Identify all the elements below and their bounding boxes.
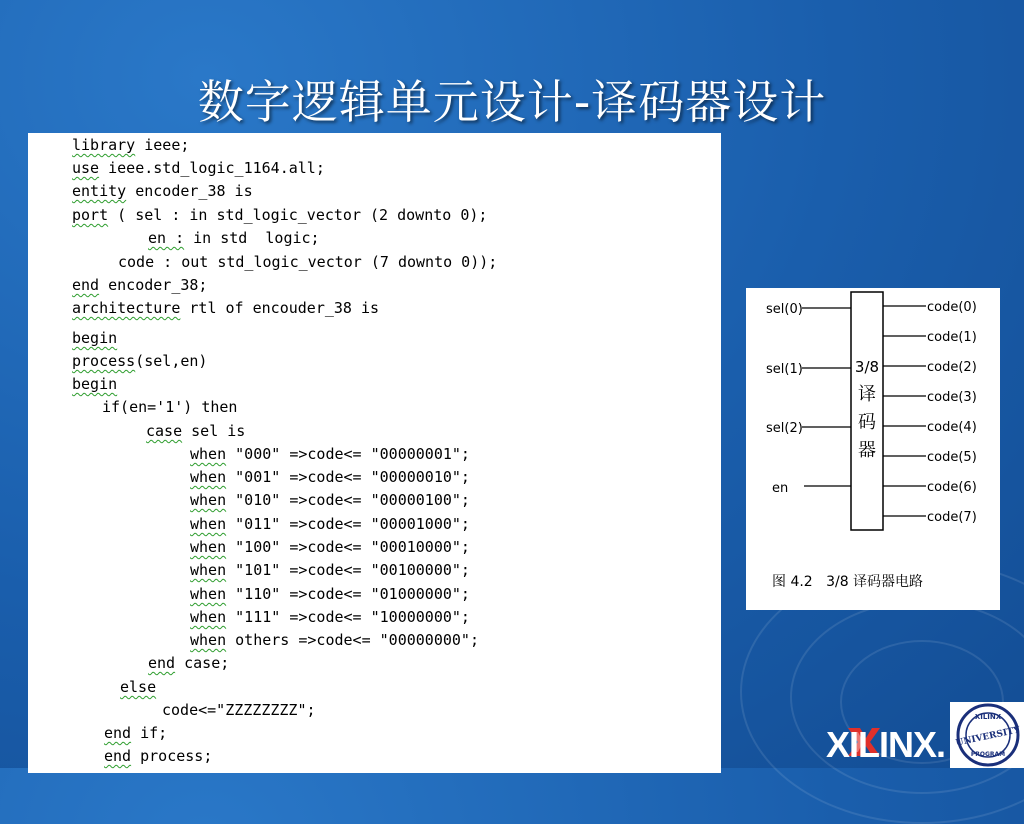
university-seal-icon [950,702,1024,768]
vhdl-code-panel [28,133,721,773]
code-line: when "000" =>code<= "00000001"; [190,445,470,463]
code-line: begin [72,329,118,347]
code-line: when "010" =>code<= "00000100"; [190,491,470,509]
code-line: en : in std logic; [148,229,320,247]
output-label: code(7) [927,510,977,525]
block-label-ratio: 3/8 [854,358,880,376]
decoder-diagram [746,288,1000,610]
code-line: end encoder_38; [72,276,208,294]
code-line: use ieee.std_logic_1164.all; [72,159,325,177]
slide-title: 数字逻辑单元设计-译码器设计 [197,75,827,129]
code-line: port ( sel : in std_logic_vector (2 downto 0); [72,206,488,224]
code-line: process(sel,en) [72,352,208,370]
block-label-char: 器 [858,440,876,461]
block-label-char: 码 [858,412,876,433]
code-line: entity encoder_38 is [72,182,253,200]
code-line: code : out std_logic_vector (7 downto 0)); [118,253,498,271]
code-line: begin [72,375,118,393]
code-line: when "001" =>code<= "00000010"; [190,468,470,486]
output-label: code(3) [927,390,977,405]
code-line: when "101" =>code<= "00100000"; [190,561,470,579]
code-line: when others =>code<= "00000000"; [190,631,479,649]
university-program-badge [950,702,1024,768]
input-label: sel(0) [766,302,803,317]
code-line: else [120,678,157,696]
output-label: code(4) [927,420,977,435]
code-line: architecture rtl of encouder_38 is [72,299,380,317]
code-line: when "100" =>code<= "00010000"; [190,538,470,556]
xilinx-brand-text: XILINX. [826,724,946,765]
code-line: case sel is [146,422,246,440]
output-label: code(6) [927,480,977,495]
badge-middle-text: UNIVERSITY [954,725,1022,749]
code-line: when "111" =>code<= "10000000"; [190,608,470,626]
code-line: when "110" =>code<= "01000000"; [190,585,470,603]
output-label: code(5) [927,450,977,465]
output-label: code(2) [927,360,977,375]
output-label: code(0) [927,300,977,315]
code-line: when "011" =>code<= "00001000"; [190,515,470,533]
block-label-char: 译 [858,384,876,405]
code-line: if(en='1') then [102,398,238,416]
diagram-caption: 图 4.2 3/8 译码器电路 [772,574,924,590]
code-line: end if; [104,724,168,742]
decoder-diagram-svg [746,288,1000,610]
code-line: code<="ZZZZZZZZ"; [162,701,316,719]
input-label: sel(1) [766,362,803,377]
code-line: end process; [104,747,213,765]
badge-bottom-text: PROGRAM [970,751,1006,758]
badge-top-text: XILINX [974,713,1002,721]
input-label: en [772,481,789,496]
output-label: code(1) [927,330,977,345]
code-line: end case; [148,654,230,672]
code-line: library ieee; [72,136,190,154]
decoder-block [851,292,883,530]
input-label: sel(2) [766,421,803,436]
